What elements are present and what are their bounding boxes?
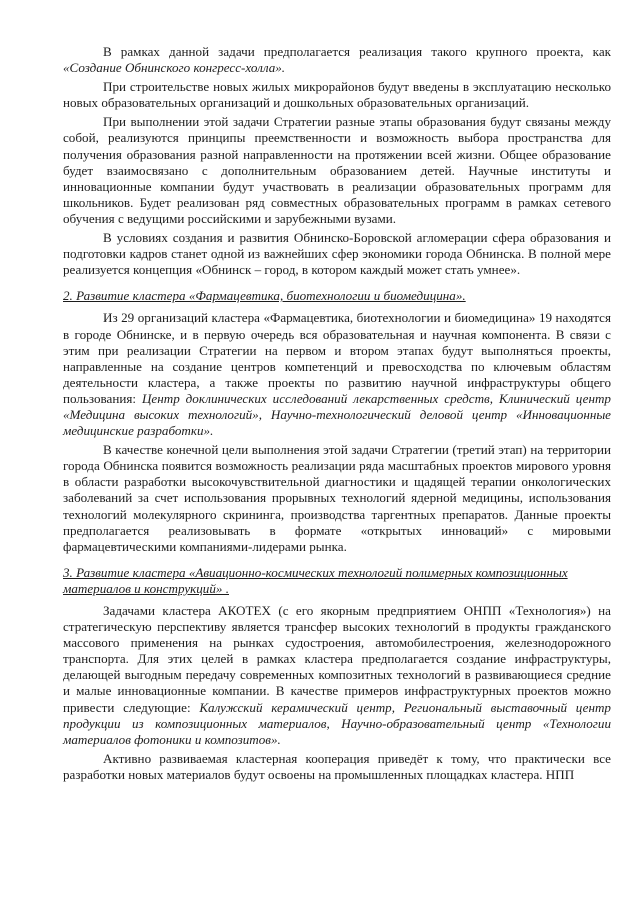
infrastructure-list: Калужский керамический центр, Региональный выставочный центр продукции из композиционных материалов, Научно-образовательный центр «Технологии материалов фотоники и композитов». — [63, 699, 611, 747]
infrastructure-list: Центр доклинических исследований лекарственных средств, Клинический центр «Медицина высоких технологий», Научно-технологический деловой центр «Инновационные медицинские разработки». — [63, 390, 611, 439]
paragraph-pharma-cluster — [63, 310, 611, 439]
paragraph-cluster-cooperation: Активно развиваемая кластерная кооперация приведёт к тому, что практически все разработки новых материалов будут освоены на промышленных площадках кластера. НПП — [63, 750, 611, 782]
paragraph-education-stages: При выполнении этой задачи Стратегии разные этапы образования будут связаны между собой, реализуются принципы преемственности и возможность выбора пространства для получения образования разной направленности на протяжении всей жизни. Общее образование будет взаимосвязано с дополнительным образованием детей. Научные институты и инновационные компании будут участвовать в реализации образовательных программ для школьников. Будет реализован ряд совместных образовательных программ в рамках сетевого обучения с ведущими российскими и зарубежными вузами. — [63, 114, 611, 226]
paragraph-new-schools: При строительстве новых жилых микрорайонов будут введены в эксплуатацию несколько новых образовательных организаций и дошкольных образовательных организаций. — [63, 79, 611, 111]
paragraph-agglomeration: В условиях создания и развития Обнинско-Боровской агломерации сфера образования и подготовки кадров станет одной из важнейших сфер экономики города Обнинска. В полной мере реализуется концепция «Обнинск – город, в котором каждый может стать умнее». — [63, 230, 611, 278]
document-page — [63, 44, 611, 786]
paragraph-text: Из 29 организаций кластера «Фармацевтика, биотехнологии и биомедицина» 19 находятся в городе Обнинске, и в первую очередь вся образовательная и научная компонента. В связи с этим при реализации Стратегии на первом и втором этапах будут выполняться проекты, направленные на создание центров компетенций и превосходства по ключевым областям деятельности кластера, а также проекты по развитию научной инфраструктуры общего пользования: — [63, 310, 611, 406]
project-name: «Создание Обнинского конгресс-холла». — [63, 60, 286, 76]
paragraph-text: В рамках данной задачи предполагается реализация такого крупного проекта, как — [103, 44, 611, 59]
section-heading-aerospace: 3. Развитие кластера «Авиационно-космических технологий полимерных композиционных материалов и конструкций» . — [63, 564, 568, 596]
section-heading-pharma: 2. Развитие кластера «Фармацевтика, биотехнологии и биомедицина». — [63, 288, 466, 304]
paragraph-text: Задачами кластера АКОТЕХ (с его якорным предприятием ОНПП «Технология») на стратегическую перспективу является трансфер высоких технологий в продукты гражданского массового применения на рынках судостроения, автомобилестроения, железнодорожного транспорта. Для этих целей в рамках кластера предполагается создание инфраструктуры, делающей выгодным передачу современных композитных технологий в развивающиеся средние и малые инновационные компании. В качестве примеров инфраструктурных проектов можно привести следующие: — [63, 603, 611, 715]
paragraph-congress-hall — [63, 44, 611, 76]
paragraph-pharma-goal: В качестве конечной цели выполнения этой задачи Стратегии (третий этап) на территории города Обнинска появится возможность реализации ряда масштабных проектов мирового уровня в области разработки высокочувствительной диагностики и щадящей терапии онкологических заболеваний за счет использования прорывных технологий ядерной медицины, использования технологий молекулярного скрининга, производства таргентных препаратов. Данные проекты предполагается реализовывать в формате «открытых инноваций» с мировыми фармацевтическими компаниями-лидерами рынка. — [63, 442, 611, 554]
paragraph-akotex — [63, 603, 611, 748]
